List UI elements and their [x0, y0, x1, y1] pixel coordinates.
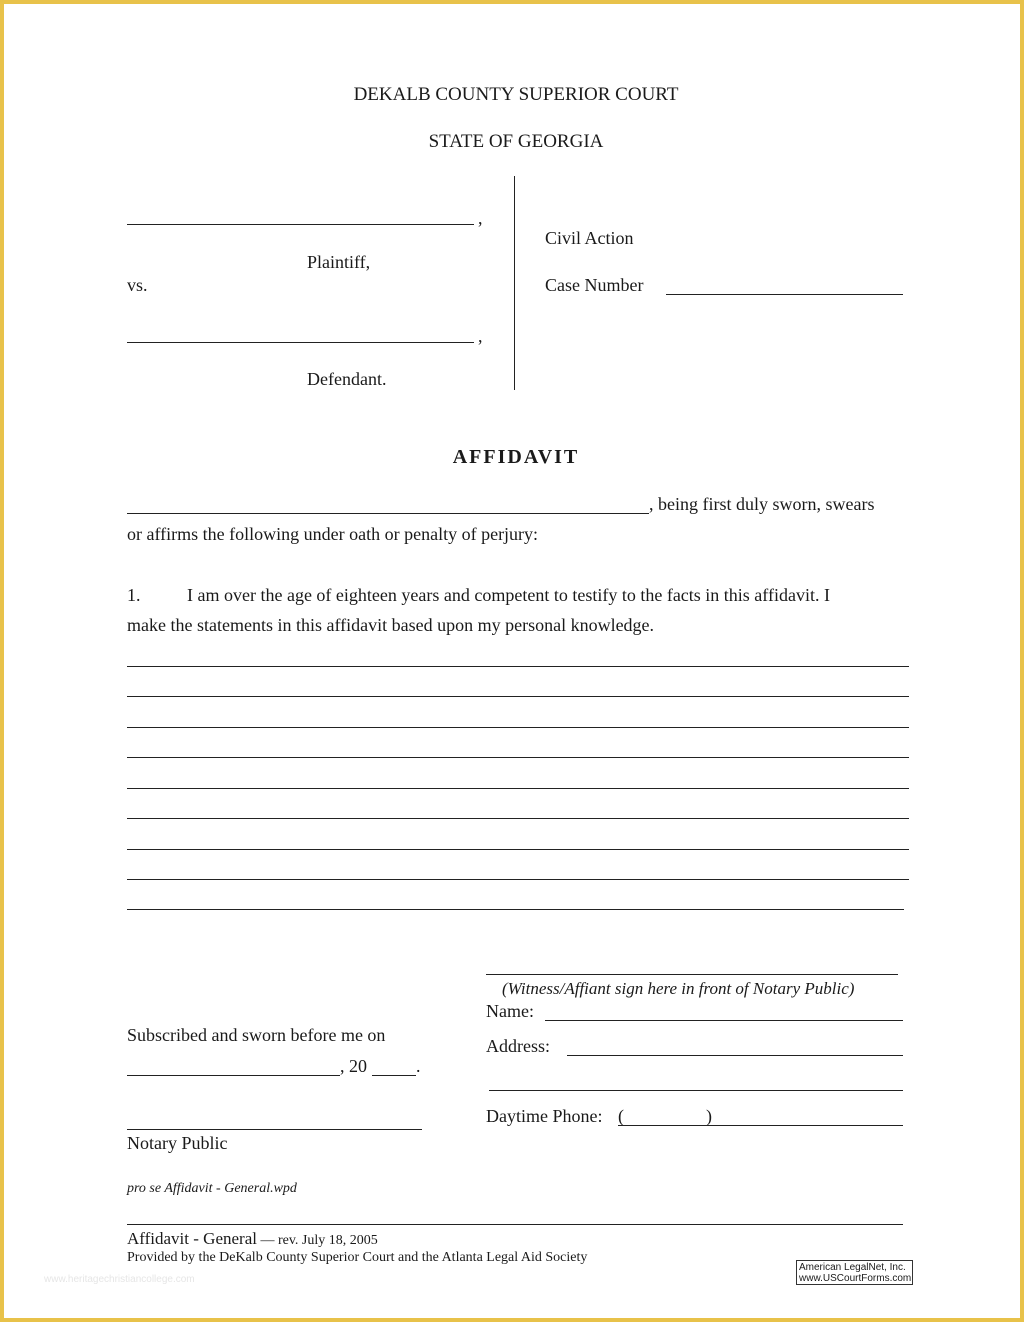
year-line[interactable]	[372, 1075, 416, 1076]
name-line[interactable]	[545, 1020, 903, 1021]
footer-provided-by: Provided by the DeKalb County Superior Court and the Atlanta Legal Aid Society	[127, 1250, 588, 1265]
statement-line[interactable]	[127, 849, 909, 850]
statement-line[interactable]	[127, 666, 909, 667]
phone-paren-close: )	[706, 1106, 712, 1126]
defendant-label: Defendant.	[307, 369, 387, 389]
watermark: www.heritagechristiancollege.com	[44, 1274, 195, 1285]
statement-line[interactable]	[127, 879, 909, 880]
footer-form-title	[127, 1229, 378, 1249]
affiant-signature-line[interactable]	[486, 974, 898, 975]
defendant-name-line[interactable]	[127, 342, 474, 343]
footer-rule	[127, 1224, 903, 1225]
court-title: DEKALB COUNTY SUPERIOR COURT	[353, 84, 679, 105]
notary-label: Notary Public	[127, 1133, 228, 1153]
plaintiff-comma: ,	[478, 208, 483, 228]
stamp-line-1: American LegalNet, Inc.	[799, 1262, 906, 1273]
form-title-text: Affidavit - General	[127, 1229, 257, 1248]
address-line-2[interactable]	[489, 1090, 903, 1091]
phone-paren-open: (	[618, 1106, 624, 1126]
year-prefix: , 20	[340, 1056, 367, 1076]
paragraph-number: 1.	[127, 585, 141, 605]
stamp-line-2: www.USCourtForms.com	[799, 1273, 912, 1284]
date-line[interactable]	[127, 1075, 340, 1076]
paragraph-line-2: make the statements in this affidavit based upon my personal knowledge.	[127, 615, 655, 635]
address-line[interactable]	[567, 1055, 903, 1056]
intro-sworn-text: , being first duly sworn, swears	[649, 494, 875, 514]
caption-divider	[514, 176, 515, 390]
vs-label: vs.	[127, 275, 148, 295]
form-revision-text: — rev. July 18, 2005	[256, 1233, 378, 1248]
plaintiff-label: Plaintiff,	[307, 252, 371, 272]
subscribed-text: Subscribed and sworn before me on	[127, 1025, 386, 1045]
footer-filename: pro se Affidavit - General.wpd	[127, 1181, 297, 1196]
address-label: Address:	[486, 1036, 550, 1056]
phone-label: Daytime Phone:	[486, 1106, 603, 1126]
case-number-label: Case Number	[545, 275, 644, 295]
statement-line[interactable]	[127, 727, 909, 728]
paragraph-line-1: I am over the age of eighteen years and competent to testify to the facts in this affidavit. I	[187, 585, 830, 605]
notary-signature-line[interactable]	[127, 1129, 422, 1130]
case-number-line[interactable]	[666, 294, 903, 295]
witness-note: (Witness/Affiant sign here in front of Notary Public)	[502, 979, 855, 998]
civil-action-label: Civil Action	[545, 228, 634, 248]
affidavit-title: AFFIDAVIT	[452, 446, 580, 468]
legalnet-stamp	[796, 1260, 913, 1285]
statement-line[interactable]	[127, 696, 909, 697]
year-suffix: .	[416, 1056, 421, 1076]
phone-line[interactable]	[618, 1125, 903, 1126]
statement-line[interactable]	[127, 788, 909, 789]
affiant-name-line[interactable]	[127, 513, 649, 514]
defendant-comma: ,	[478, 326, 483, 346]
statement-line[interactable]	[127, 757, 909, 758]
state-title: STATE OF GEORGIA	[428, 131, 604, 152]
intro-affirm-text: or affirms the following under oath or penalty of perjury:	[127, 524, 539, 544]
statement-line[interactable]	[127, 909, 904, 910]
name-label: Name:	[486, 1001, 534, 1021]
statement-line[interactable]	[127, 818, 909, 819]
plaintiff-name-line[interactable]	[127, 224, 474, 225]
